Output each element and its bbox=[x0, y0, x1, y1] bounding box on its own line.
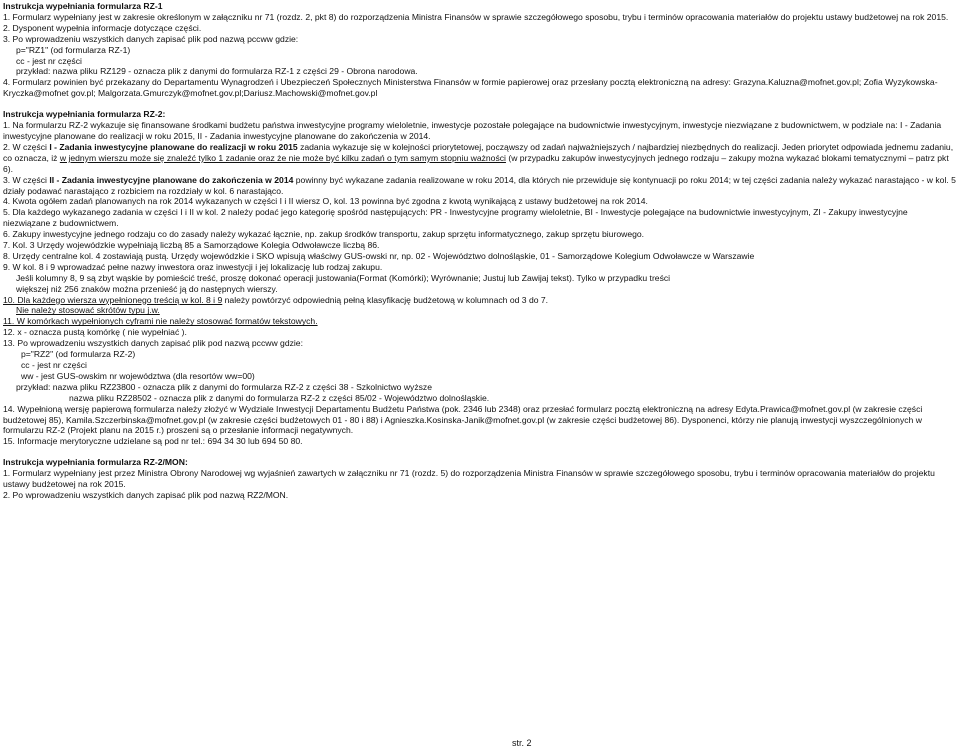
rz2-point-9-justify-note: Jeśli kolumny 8, 9 są zbyt wąskie by pomieścić treść, proszę dokonać operacji justowania(Format (Komórki); Wyrównanie; Justuj lub Zawijaj tekst). Tylko w przypadku treści bbox=[16, 272, 671, 283]
rz2-point-6: 6. Zakupy inwestycyjne jednego rodzaju co do zasady należy wykazać łącznie, np. zakup środków transportu, zakup sprzętu informatycznego, zakup sprzętu biurowego. bbox=[3, 229, 645, 240]
rz1-point-2: 2. Dysponent wypełnia informacje dotyczące części. bbox=[3, 22, 202, 33]
rz2-point-9: 9. W kol. 8 i 9 wprowadzać pełne nazwy inwestora oraz inwestycji i jej lokalizację lub rodzaj zakupu. bbox=[3, 261, 383, 272]
rz2-point-5: 5. Dla każdego wykazanego zadania w części I i II w kol. 2 należy podać jego kategorię spośród następujących: PR - Inwestycyjne programy wieloletnie, BI - Inwestycje polegające na budownictwie inwestycyjnym, ZI - Zakupy inwestycyjne niezwiązane z budownictwem. bbox=[3, 207, 908, 229]
rz2-point-9-length-note: większej niż 256 znaków można przenieść ją do następnych wierszy. bbox=[16, 283, 278, 294]
rz2-point-4: 4. Kwota ogółem zadań planowanych na rok 2014 wykazanych w części I i II wiersz O, kol. 13 powinna być zgodna z kwotą wynikającą z ustawy budżetowej na rok 2014. bbox=[3, 196, 648, 207]
section-heading-rz2-mon: Instrukcja wypełniania formularza RZ-2/MON: bbox=[3, 457, 188, 468]
rz2-point-10: 10. Dla każdego wiersza wypełnionego treścią w kol. 8 i 9 należy powtórzyć odpowiednią pełną klasyfikację budżetową w kolumnach od 3 do 7. bbox=[3, 294, 549, 305]
rz2-point-7: 7. Kol. 3 Urzędy wojewódzkie wypełniają liczbą 85 a Samorządowe Kolegia Odwoławcze liczbą 86. bbox=[3, 240, 380, 251]
rz2-point-11: 11. W komórkach wypełnionych cyframi nie należy stosować formatów tekstowych. bbox=[3, 316, 318, 327]
rz1-point-3-example: przykład: nazwa pliku RZ129 - oznacza plik z danymi do formularza RZ-1 z części 29 - Obrona narodowa. bbox=[16, 66, 418, 77]
rz2-point-13-example-2: nazwa pliku RZ28502 - oznacza plik z danymi do formularza RZ-2 z części 85/02 - Województwo dolnośląskie. bbox=[69, 392, 490, 403]
rz2-point-1: 1. Na formularzu RZ-2 wykazuje się finansowane środkami budżetu państwa inwestycyjne programy wieloletnie, inwestycje pozostałe polegające na budownictwie inwestycyjnym, inwestycje niezwiązane z budownictwem, w podziale na: I - Zadania inwestycyjne planowane do realizacji w roku 2015, II - Zadania inwestycyjne planowane do zakończenia w 2014. bbox=[3, 120, 942, 141]
rz2-point-13-prefix: p="RZ2" (od formularza RZ-2) bbox=[21, 349, 136, 360]
rz2-mon-point-2: 2. Po wprowadzeniu wszystkich danych zapisać plik pod nazwą RZ2/MON. bbox=[3, 489, 289, 500]
section-heading-rz1: Instrukcja wypełniania formularza RZ-1 bbox=[3, 1, 163, 11]
rz2-point-14: 14. Wypełnioną wersję papierową formularza należy złożyć w Wydziale Inwestycji Departamentu Budżetu Państwa (pok. 2346 lub 2348) oraz przesłać formularz pocztą elektroniczną na adresy Edyta.Prawica@mofnet.gov.pl (w zakresie części budżetowej 85), Kamila.Szczerbinska@mofnet.gov.pl (w zakresie części budżetowych 01 - 80 i 88) i Agnieszka.Kosinska-Janik@mofnet.gov.pl (w zakresie części budżetowej 86). Dysponenci, którzy nie planują inwestycji wyszczególnionych w formularzu RZ-2 (Projekt planu na 2015 r.) proszeni są o przesłanie informacji negatywnych. bbox=[3, 403, 923, 436]
rz2-point-2: 2. W części I - Zadania inwestycyjne planowane do realizacji w roku 2015 zadania wykazuje się w kolejności priorytetowej, począwszy od zadań najważniejszych / najbardziej niezbędnych do realizacji. Jeden priorytet odpowiada jednemu zadaniu, co oznacza, iż w jednym wierszu może się znaleźć tylko 1 zadanie oraz że nie może być kilku zadań o tym samym stopniu ważności (w przypadku zakupów inwestycyjnych jednego rodzaju – zakupy można wykazać blokami tematycznymi – patrz pkt 6). bbox=[3, 141, 954, 174]
page-number: str. 2 bbox=[512, 738, 532, 748]
rz2-point-8: 8. Urzędy centralne kol. 4 zostawiają pustą. Urzędy wojewódzkie i SKO wpisują właściwy GUS-owski nr, np. 02 - Województwo dolnośląskie, 01 - Samorządowe Kolegium Odwoławcze w Warszawie bbox=[3, 250, 755, 261]
rz2-point-12: 12. x - oznacza pustą komórkę ( nie wypełniać ). bbox=[3, 327, 187, 338]
rz2-point-3: 3. W części II - Zadania inwestycyjne planowane do zakończenia w 2014 powinny być wykazane zadania realizowane w roku 2014, dla których nie przewiduje się kontynuacji po roku 2014; w tej części zadania należy wykazać narastająco - w kol. 5 działy podawać narastająco z rozbiciem na rozdziały w kol. 6 narastająco. bbox=[3, 174, 956, 196]
rz1-point-3-prefix: p="RZ1" (od formularza RZ-1) bbox=[16, 44, 131, 55]
rz2-point-13-example-1: przykład: nazwa pliku RZ23800 - oznacza plik z danymi do formularza RZ-2 z części 38 - Szkolnictwo wyższe bbox=[16, 381, 432, 392]
rz1-point-3: 3. Po wprowadzeniu wszystkich danych zapisać plik pod nazwą pccww gdzie: bbox=[3, 33, 299, 44]
rz2-point-13: 13. Po wprowadzeniu wszystkich danych zapisać plik pod nazwą pccww gdzie: bbox=[3, 338, 303, 349]
section-heading-rz2: Instrukcja wypełniania formularza RZ-2: bbox=[3, 109, 166, 120]
rz1-point-4: 4. Formularz powinien być przekazany do Departamentu Wynagrodzeń i Ubezpieczeń Społecznych Ministerstwa Finansów w formie papierowej oraz przesłany pocztą elektroniczną na adresy: Grazyna.Kaluzna@mofnet.gov.pl; Zofia Wyzykowska-Kryczka@mofnet gov.pl; Malgorzata.Gmurczyk@mofnet.gov.pl;Dariusz.Machowski@mofnet.gov.pl bbox=[3, 77, 938, 99]
rz2-point-13-voivodeship: ww - jest GUS-owskim nr województwa (dla resortów ww=00) bbox=[21, 370, 255, 381]
rz2-point-10-note: Nie należy stosować skrótów typu j.w. bbox=[16, 305, 160, 316]
rz1-point-1: 1. Formularz wypełniany jest w zakresie określonym w załączniku nr 71 (rozdz. 2, pkt 8) do rozporządzenia Ministra Finansów w sprawie szczegółowego sposobu, trybu i terminów opracowania materiałów do projektu ustawy budżetowej na rok 2015. bbox=[3, 11, 949, 22]
rz1-point-3-part: cc - jest nr części bbox=[16, 55, 82, 66]
rz2-point-13-part: cc - jest nr części bbox=[21, 360, 87, 370]
document-body bbox=[3, 1, 957, 501]
rz2-mon-point-1: 1. Formularz wypełniany jest przez Ministra Obrony Narodowej wg wyjaśnień zawartych w załączniku nr 71 (rozdz. 5) do rozporządzenia Ministra Finansów w sprawie szczegółowego sposobu, trybu i terminów opracowania materiałów do projektu ustawy budżetowej na rok 2015. bbox=[3, 468, 935, 490]
rz2-point-15: 15. Informacje merytoryczne udzielane są pod nr tel.: 694 34 30 lub 694 50 80. bbox=[3, 436, 303, 447]
